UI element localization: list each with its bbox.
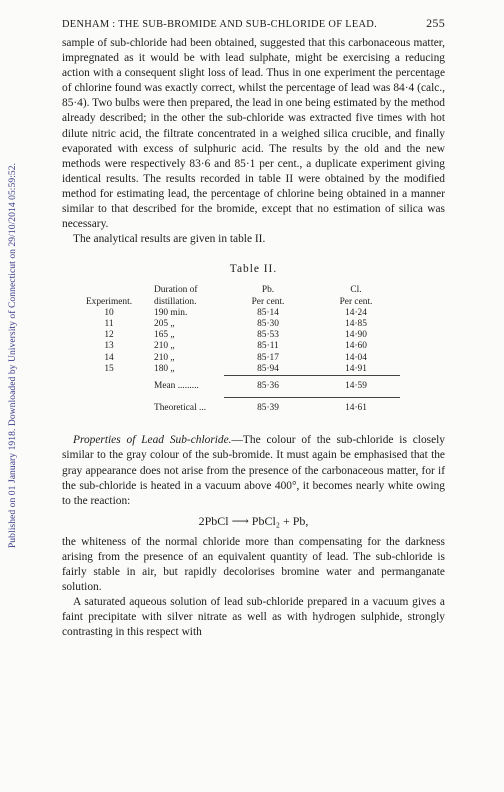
running-title: DENHAM : THE SUB-BROMIDE AND SUB-CHLORIDE OF LEAD.	[62, 19, 377, 30]
header-pb-1: Pb.	[261, 285, 275, 296]
cell-experiment: 12	[104, 330, 114, 341]
running-header	[62, 16, 445, 31]
theoretical-pb: 85·39	[224, 398, 312, 420]
paragraph-4: the whiteness of the normal chloride more than compensating for the darkness arising from the presence of an equivalent quantity of lead. The sub-chloride is fairly stable in air, but rapidly decolorises bromine water and permanganate solution.	[62, 535, 445, 594]
section-heading: Properties of Lead Sub-chloride.	[73, 434, 232, 447]
header-pb-2: Per cent.	[251, 296, 285, 307]
header-cl-1: Cl.	[350, 285, 362, 296]
cell-duration: 180 „	[154, 363, 175, 374]
table-row	[70, 330, 400, 341]
cell-pb: 85·14	[257, 307, 279, 318]
download-notice-text: Published on 01 January 1918. Downloaded by University of Connecticut on 29/10/2014 05:59:52.	[7, 162, 19, 548]
table-row	[70, 308, 400, 319]
cell-experiment: 13	[104, 341, 114, 352]
cell-cl: 14·04	[345, 352, 367, 363]
table-row	[70, 341, 400, 352]
mean-label: Mean .........	[154, 380, 199, 391]
page-body	[62, 16, 445, 640]
table-row	[70, 364, 400, 376]
mean-cl: 14·59	[312, 375, 400, 397]
cell-cl: 14·24	[345, 307, 367, 318]
cell-cl: 14·90	[345, 330, 367, 341]
cell-experiment: 14	[104, 352, 114, 363]
paragraph-1: sample of sub-chloride had been obtained, suggested that this carbonaceous matter, impregnated as it would be with lead sulphate, might be exercising a reducing action with a consequent slight loss of lead. Thus in one experiment the percentage of chlorine found was exactly correct, whilst the percentage of lead was 84·4 (calc., 85·4). Two bulbs were then prepared, the lead in one being estimated by the method already described; in the other the sub-chloride was extracted five times with hot dilute nitric acid, the filtrate concentrated in a weighed silica crucible, and finally evaporated with excess of sulphuric acid. The results by the old and the new methods were respectively 83·6 and 85·1 per cent., a duplicate experiment giving identical results. The results recorded in table II were obtained by the modified method for estimating lead, the percentage of chlorine being obtained in a manner similar to that described for the bromide, except that no estimation of silica was necessary.	[62, 37, 445, 231]
header-duration-1: Duration of	[154, 285, 198, 296]
cell-cl: 14·60	[345, 341, 367, 352]
mean-spacer	[70, 375, 148, 397]
theoretical-cl: 14·61	[312, 398, 400, 420]
cell-experiment: 11	[104, 318, 114, 329]
download-notice	[2, 40, 24, 670]
paragraph-5: A saturated aqueous solution of lead sub-chloride prepared in a vacuum gives a faint precipitate with silver nitrate as well as with hydrogen sulphide, strongly contrasting in this respect with	[62, 596, 445, 639]
section-gap	[62, 419, 445, 433]
cell-cl: 14·85	[345, 318, 367, 329]
header-duration-2: distillation.	[154, 296, 197, 307]
cell-pb: 85·17	[257, 352, 279, 363]
paragraph-2: The analytical results are given in table II.	[73, 233, 266, 246]
cell-pb: 85·11	[257, 341, 279, 352]
theoretical-row	[70, 398, 400, 420]
header-experiment-1	[70, 285, 148, 296]
cell-duration: 190 min.	[154, 307, 188, 318]
mean-row	[70, 375, 400, 397]
results-table	[70, 285, 400, 419]
reaction-equation: 2PbCl ⟶ PbCl₂ + Pb,	[198, 513, 309, 528]
cell-cl: 14·91	[345, 363, 367, 374]
table-row	[70, 319, 400, 330]
table-header-row-2	[70, 297, 400, 308]
cell-experiment: 10	[104, 307, 114, 318]
header-cl-2: Per cent.	[339, 296, 373, 307]
cell-duration: 210 „	[154, 352, 175, 363]
paragraph-3-text: —The colour of the sub-chloride is closely similar to the gray colour of the sub-bromide. It must again be emphasised that the gray appearance does not arise from the presence of the carbonaceous matter, for if the sub-chloride is heated in a vacuum above 400°, it becomes nearly white owing to the reaction:	[62, 434, 445, 507]
paragraph-3	[62, 433, 445, 508]
table-row	[70, 353, 400, 364]
cell-duration: 210 „	[154, 341, 175, 352]
header-experiment-2: Experiment.	[85, 296, 133, 307]
theoretical-spacer	[70, 398, 148, 420]
page-number: 255	[426, 16, 445, 30]
table-title: Table II.	[229, 263, 278, 276]
cell-pb: 85·94	[257, 363, 279, 374]
cell-pb: 85·53	[257, 330, 279, 341]
cell-duration: 205 „	[154, 318, 175, 329]
cell-duration: 165 „	[154, 330, 175, 341]
cell-pb: 85·30	[257, 318, 279, 329]
table-header-row-1	[70, 285, 400, 296]
mean-pb: 85·36	[224, 375, 312, 397]
cell-experiment: 15	[104, 363, 114, 374]
theoretical-label: Theoretical ...	[154, 402, 207, 413]
